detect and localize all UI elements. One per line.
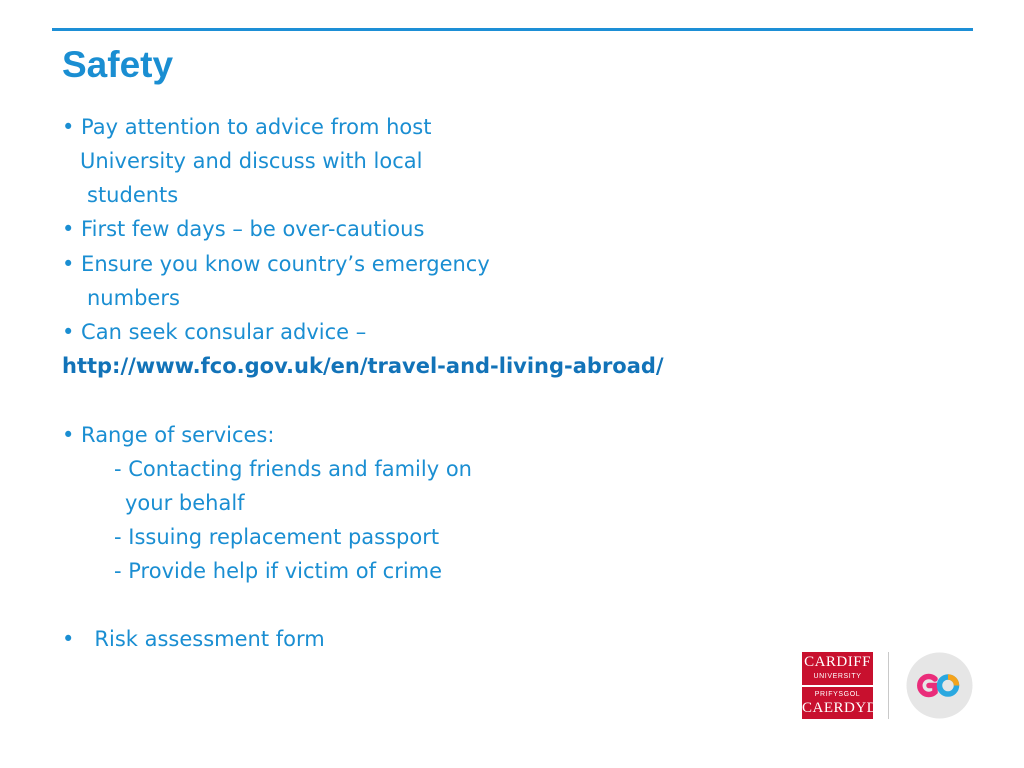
bullet-host-advice-cont-2: students <box>87 183 179 207</box>
go-logo-text: GO <box>939 716 942 717</box>
service-contacting-friends: - Contacting friends and family on <box>114 457 472 481</box>
bullet-emergency-numbers-cont: numbers <box>87 286 180 310</box>
fco-link[interactable]: http://www.fco.gov.uk/en/travel-and-living-abroad/ <box>62 354 664 378</box>
top-rule <box>52 28 973 31</box>
bullet-risk-assessment: • Risk assessment form <box>62 627 325 651</box>
cardiff-logo-top <box>802 652 873 685</box>
service-replacement-passport: - Issuing replacement passport <box>114 525 440 549</box>
bullet-host-advice-cont-1: University and discuss with local <box>80 149 423 173</box>
service-contacting-friends-cont: your behalf <box>125 491 245 515</box>
go-logo-icon <box>906 652 973 719</box>
cardiff-logo-university: UNIVERSITY <box>813 673 862 680</box>
cardiff-university-logo <box>802 652 879 719</box>
cardiff-logo-wordmark: CARDIFF <box>804 654 871 670</box>
cardiff-logo-bottom <box>802 687 879 719</box>
cardiff-logo-prifysgol: PRIFYSGOL <box>814 691 861 698</box>
logo-divider <box>888 652 889 719</box>
bullet-consular-advice: • Can seek consular advice – <box>62 320 367 344</box>
bullet-first-days: • First few days – be over-cautious <box>62 217 425 241</box>
slide-title: Safety <box>62 44 174 85</box>
service-victim-of-crime: - Provide help if victim of crime <box>114 559 443 583</box>
cardiff-logo-caerdydd: CAERDYD <box>802 700 879 716</box>
bullet-emergency-numbers: • Ensure you know country’s emergency <box>62 252 490 276</box>
bullet-host-advice: • Pay attention to advice from host <box>62 115 432 139</box>
bullet-range-of-services: • Range of services: <box>62 423 275 447</box>
